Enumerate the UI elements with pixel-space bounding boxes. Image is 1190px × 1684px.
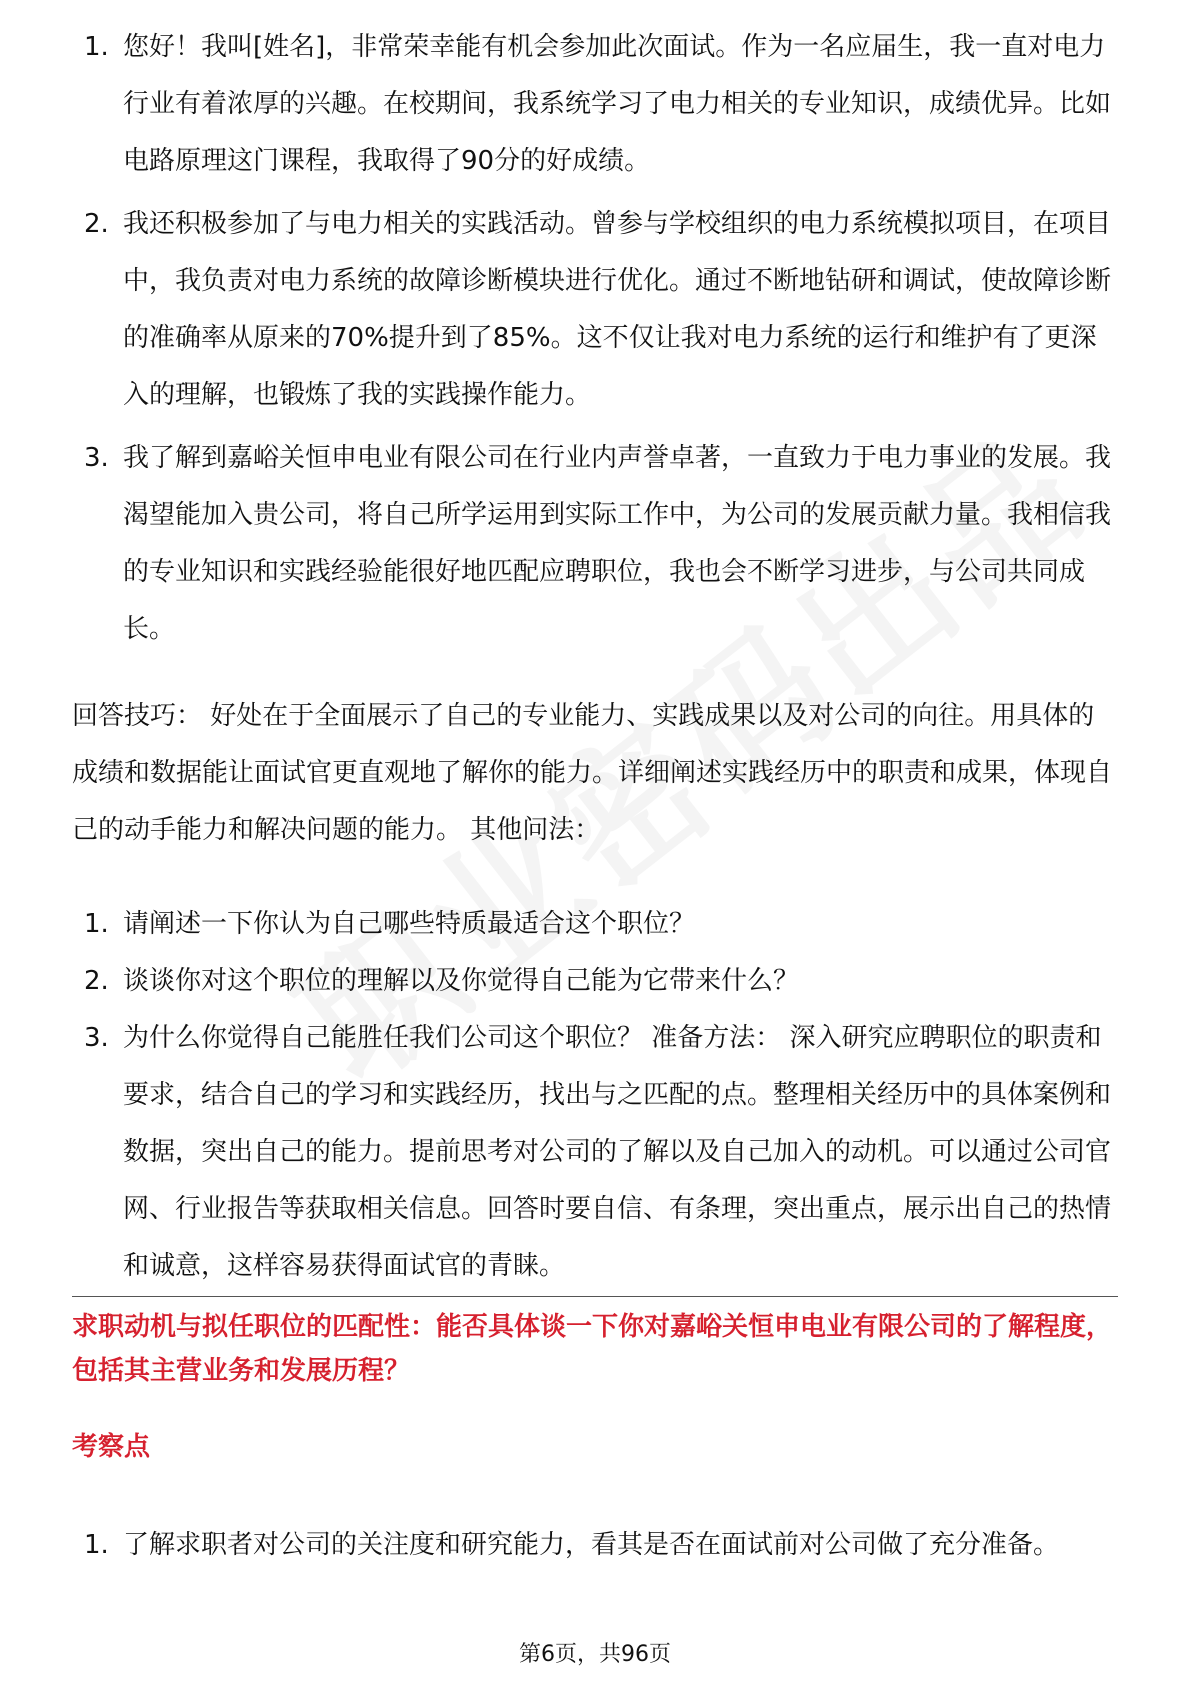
answer-tips-paragraph: 回答技巧： 好处在于全面展示了自己的专业能力、实践成果以及对公司的向往。用具体的成绩和数据能让面试官更直观地了解你的能力。详细阐述实践经历中的职责和成果，体现自己的动手能力和解决问题的能力。 其他问法： bbox=[72, 701, 1113, 845]
list-item-text: 谈谈你对这个职位的理解以及你觉得自己能为它带来什么？ bbox=[123, 966, 800, 996]
list-item bbox=[0, 953, 1190, 1010]
list-item-text: 我了解到嘉峪关恒申电业有限公司在行业内声誉卓著，一直致力于电力事业的发展。我渴望能加入贵公司，将自己所学运用到实际工作中，为公司的发展贡献力量。我相信我的专业知识和实践经验能很好地匹配应聘职位，我也会不断学习进步，与公司共同成长。 bbox=[123, 443, 1112, 644]
list-item bbox=[0, 1517, 1190, 1631]
list-item bbox=[0, 896, 1190, 953]
list-item-text: 了解求职者对公司的关注度和研究能力，看其是否在面试前对公司做了充分准备。 bbox=[123, 1530, 1060, 1560]
list-number: 1. bbox=[84, 32, 109, 62]
list-item-text: 我还积极参加了与电力相关的实践活动。曾参与学校组织的电力系统模拟项目，在项目中，我负责对电力系统的故障诊断模块进行优化。通过不断地钻研和调试，使故障诊断的准确率从原来的70%提升到了85%。这不仅让我对电力系统的运行和维护有了更深入的理解，也锻炼了我的实践操作能力。 bbox=[123, 209, 1112, 410]
subheading: 考察点 bbox=[72, 1432, 151, 1462]
list-item-text: 请阐述一下你认为自己哪些特质最适合这个职位？ bbox=[123, 909, 696, 939]
list-number: 1. bbox=[84, 909, 109, 939]
list-number: 1. bbox=[84, 1530, 109, 1560]
list-number: 2. bbox=[84, 966, 109, 996]
list-item-text: 为什么你觉得自己能胜任我们公司这个职位？ 准备方法： 深入研究应聘职位的职责和要求，结合自己的学习和实践经历，找出与之匹配的点。整理相关经历中的具体案例和数据，突出自己的能力。提前思考对公司的了解以及自己加入的动机。可以通过公司官网、行业报告等获取相关信息。回答时要自信、有条理，突出重点，展示出自己的热情和诚意，这样容易获得面试官的青睐。 bbox=[123, 1023, 1112, 1281]
list-item bbox=[0, 1010, 1190, 1295]
list-number: 3. bbox=[84, 443, 109, 473]
page-footer: 第6页，共96页 bbox=[519, 1642, 671, 1667]
section-heading: 求职动机与拟任职位的匹配性：能否具体谈一下你对嘉峪关恒申电业有限公司的了解程度，包括其主营业务和发展历程？ bbox=[72, 1312, 1113, 1386]
list-item bbox=[0, 196, 1190, 424]
list-number: 3. bbox=[84, 1023, 109, 1053]
section-divider bbox=[72, 1296, 1118, 1297]
list-number: 2. bbox=[84, 209, 109, 239]
list-item bbox=[0, 19, 1190, 190]
list-item-text: 您好！我叫[姓名]，非常荣幸能有机会参加此次面试。作为一名应届生，我一直对电力行业有着浓厚的兴趣。在校期间，我系统学习了电力相关的专业知识，成绩优异。比如电路原理这门课程，我取得了90分的好成绩。 bbox=[123, 32, 1112, 176]
list-item bbox=[0, 430, 1190, 658]
